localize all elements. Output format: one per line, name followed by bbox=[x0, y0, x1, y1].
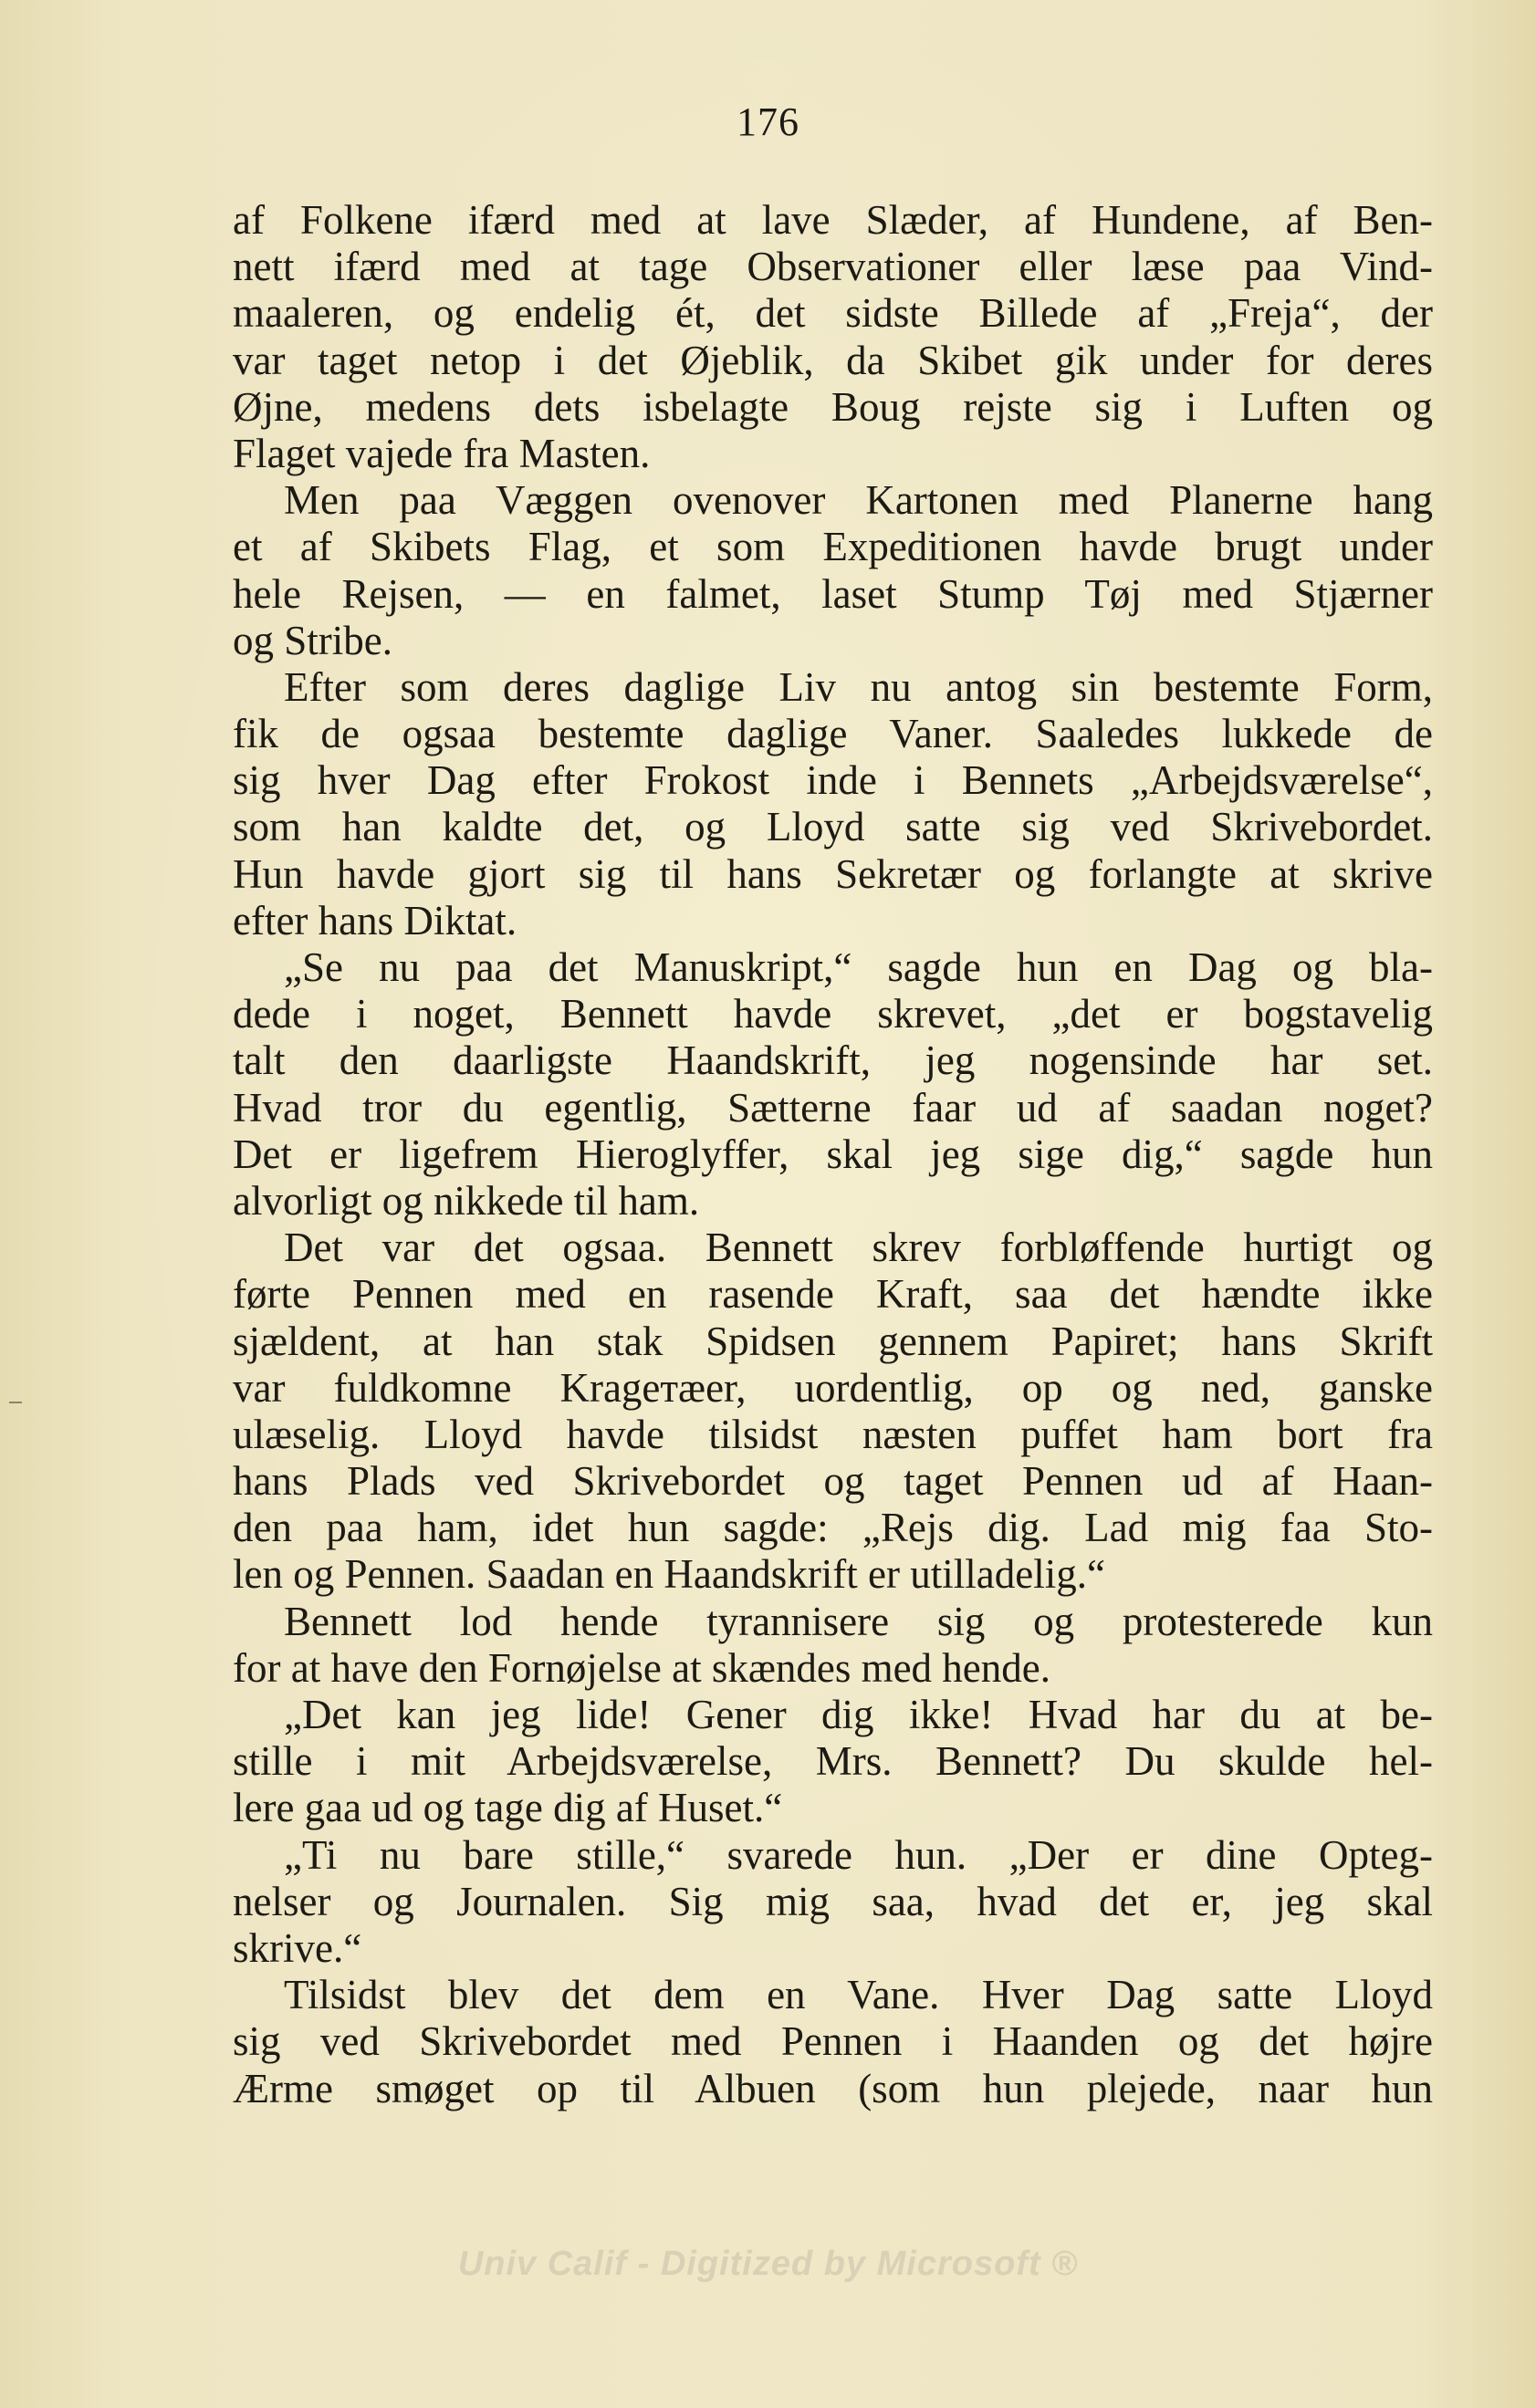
body-text bbox=[233, 197, 1433, 2112]
text-line: hans Plads ved Skrivebordet og taget Pennen ud af Haan- bbox=[233, 1458, 1433, 1505]
text-line: „Se nu paa det Manuskript,“ sagde hun en Dag og bla- bbox=[284, 944, 1433, 990]
text-line: Hvad tror du egentlig, Sætterne faar ud af saadan noget? bbox=[233, 1084, 1433, 1131]
text-line: „Ti nu bare stille,“ svarede hun. „Der er dine Opteg- bbox=[284, 1831, 1433, 1878]
text-line: Ærme smøget op til Albuen (som hun plejede, naar hun bbox=[233, 2065, 1433, 2111]
text-line: som han kaldte det, og Lloyd satte sig ved Skrivebordet. bbox=[233, 804, 1433, 850]
text-line: Det var det ogsaa. Bennett skrev forbløffende hurtigt og bbox=[284, 1225, 1433, 1271]
text-line: Efter som deres daglige Liv nu antog sin bestemte Form, bbox=[284, 663, 1433, 710]
text-line: Men paa Væggen ovenover Kartonen med Planerne hang bbox=[284, 477, 1433, 524]
text-line: hele Rejsen, — en falmet, laset Stump Tøj med Stjærner bbox=[233, 570, 1433, 617]
text-line: var taget netop i det Øjeblik, da Skibet gik under for deres bbox=[233, 337, 1433, 383]
text-line: var fuldkomne Krageтæer, uordentlig, op og ned, ganske bbox=[233, 1364, 1433, 1411]
text-line: førte Pennen med en rasende Kraft, saa det hændte ikke bbox=[233, 1271, 1433, 1318]
text-line: nelser og Journalen. Sig mig saa, hvad det er, jeg skal bbox=[233, 1878, 1433, 1924]
digitization-watermark: Univ Calif - Digitized by Microsoft ® bbox=[457, 2245, 1079, 2283]
text-line: sjældent, at han stak Spidsen gennem Papiret; hans Skrift bbox=[233, 1318, 1433, 1364]
text-line: for at have den Fornøjelse at skændes med hende. bbox=[233, 1644, 1051, 1691]
text-line: ulæselig. Lloyd havde tilsidst næsten puffet ham bort fra bbox=[233, 1411, 1433, 1457]
text-line: len og Pennen. Saadan en Haandskrift er utilladelig.“ bbox=[233, 1551, 1105, 1598]
text-line: dede i noget, Bennett havde skrevet, „det er bogstavelig bbox=[233, 991, 1433, 1037]
text-line: Tilsidst blev det dem en Vane. Hver Dag satte Lloyd bbox=[284, 1972, 1433, 2018]
text-line: Det er ligefrem Hieroglyffer, skal jeg sige dig,“ sagde hun bbox=[233, 1131, 1433, 1177]
text-line: efter hans Diktat. bbox=[233, 897, 517, 943]
text-line: Bennett lod hende tyrannisere sig og protesterede kun bbox=[284, 1598, 1433, 1644]
text-line: et af Skibets Flag, et som Expeditionen havde brugt under bbox=[233, 524, 1433, 570]
text-line: nett ifærd med at tage Observationer eller læse paa Vind- bbox=[233, 244, 1433, 290]
text-line: „Det kan jeg lide! Gener dig ikke! Hvad har du at be- bbox=[284, 1692, 1433, 1737]
text-line: sig hver Dag efter Frokost inde i Bennets „Arbejdsværelse“, bbox=[233, 757, 1433, 804]
page-number: 176 bbox=[737, 99, 799, 144]
text-line: Hun havde gjort sig til hans Sekretær og forlangte at skrive bbox=[233, 850, 1433, 897]
text-line: Øjne, medens dets isbelagte Boug rejste sig i Luften og bbox=[233, 383, 1433, 430]
text-line: talt den daarligste Haandskrift, jeg nogensinde har set. bbox=[233, 1037, 1433, 1084]
text-line: alvorligt og nikkede til ham. bbox=[233, 1177, 700, 1224]
text-line: lere gaa ud og tage dig af Huset.“ bbox=[233, 1785, 783, 1831]
text-line: fik de ogsaa bestemte daglige Vaner. Saaledes lukkede de bbox=[233, 711, 1433, 757]
text-line: den paa ham, idet hun sagde: „Rejs dig. Lad mig faa Sto- bbox=[233, 1505, 1433, 1551]
text-line: sig ved Skrivebordet med Pennen i Haanden og det højre bbox=[233, 2018, 1433, 2065]
text-line: og Stribe. bbox=[233, 617, 392, 663]
margin-mark bbox=[9, 1402, 22, 1403]
text-line: stille i mit Arbejdsværelse, Mrs. Bennett? Du skulde hel- bbox=[233, 1738, 1433, 1785]
text-line: Flaget vajede fra Masten. bbox=[233, 430, 651, 476]
text-line: maaleren, og endelig ét, det sidste Billede af „Freja“, der bbox=[233, 290, 1433, 337]
text-line: af Folkene ifærd med at lave Slæder, af Hundene, af Ben- bbox=[233, 197, 1433, 243]
text-line: skrive.“ bbox=[233, 1924, 362, 1971]
